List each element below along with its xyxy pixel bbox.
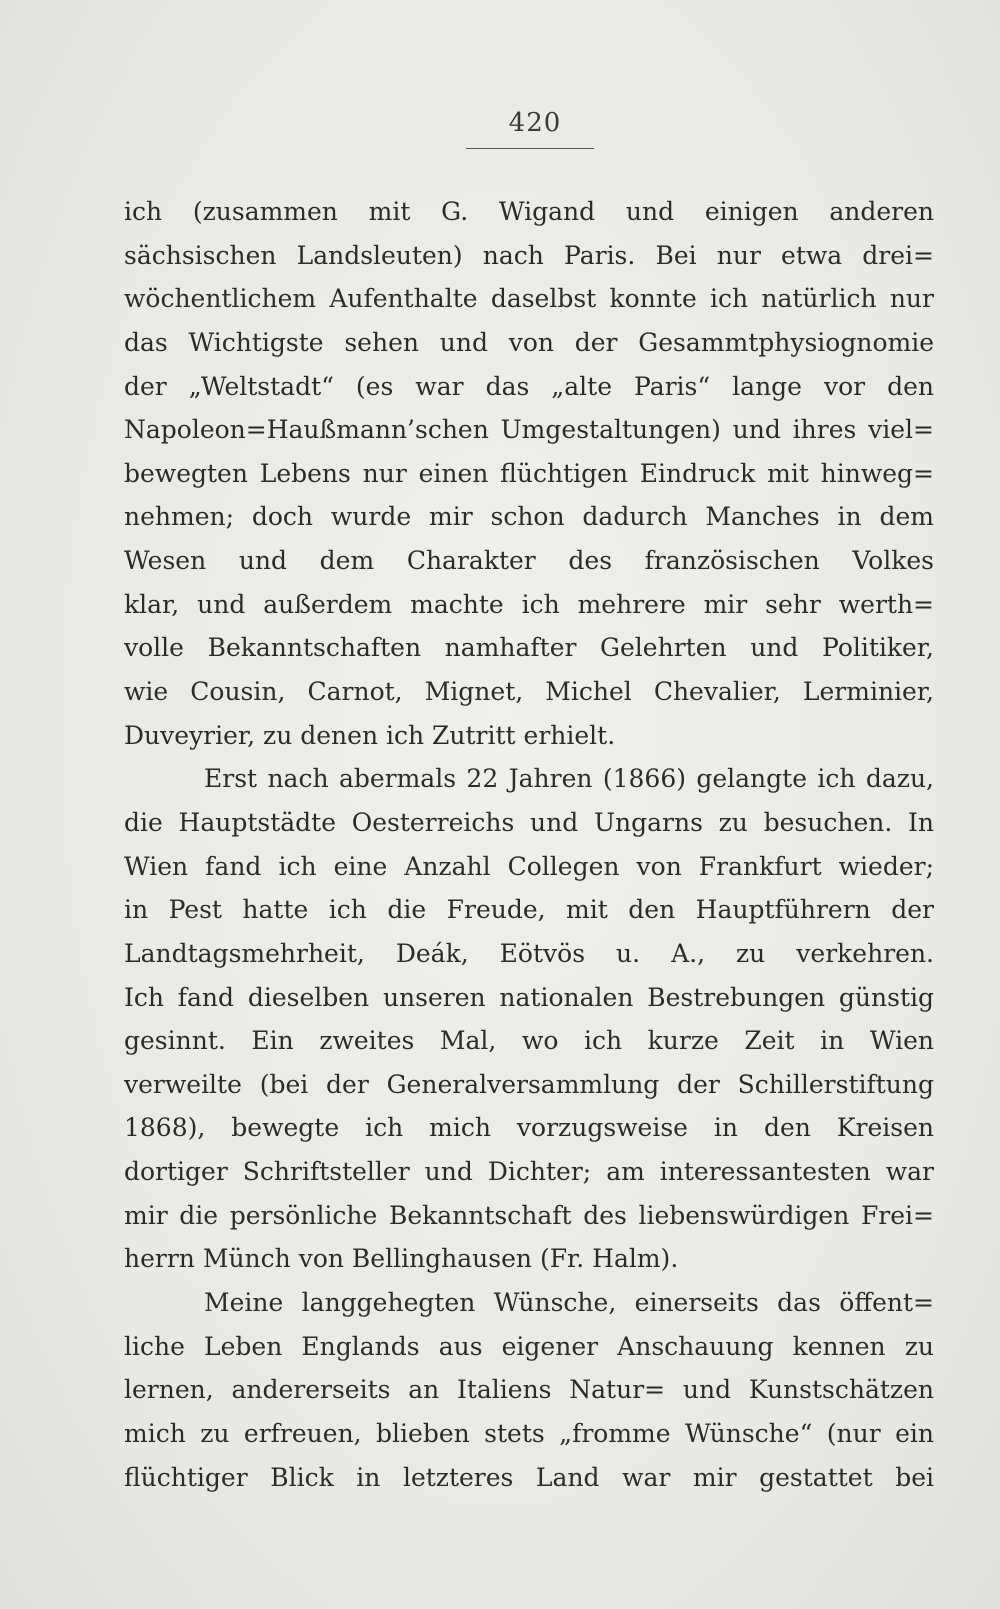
- paragraph: [124, 1281, 934, 1499]
- text-line: Ich fand dieselben unseren nationalen Bestrebungen günstig: [124, 982, 934, 1012]
- text-line: gesinnt. Ein zweites Mal, wo ich kurze Zeit in Wien: [124, 1026, 934, 1056]
- text-line: bewegten Lebens nur einen flüchtigen Eindruck mit hinweg=: [124, 458, 934, 488]
- page-number: 420: [508, 108, 562, 138]
- text-line: Wesen und dem Charakter des französischen Volkes: [124, 546, 934, 576]
- text-line: ich (zusammen mit G. Wigand und einigen anderen: [124, 197, 934, 226]
- text-line: die Hauptstädte Oesterreichs und Ungarns zu besuchen. In: [124, 807, 934, 837]
- text-line: in Pest hatte ich die Freude, mit den Hauptführern der: [124, 895, 934, 925]
- text-line: Meine langgehegten Wünsche, einerseits das öffent=: [204, 1288, 934, 1318]
- text-line: Landtagsmehrheit, Deák, Eötvös u. A., zu verkehren.: [124, 938, 934, 968]
- text-line: Erst nach abermals 22 Jahren (1866) gelangte ich dazu,: [204, 764, 934, 794]
- text-line: verweilte (bei der Generalversammlung der Schillerstiftung: [124, 1069, 934, 1099]
- text-line: liche Leben Englands aus eigener Anschauung kennen zu: [124, 1331, 934, 1361]
- text-line: herrn Münch von Bellinghausen (Fr. Halm).: [124, 1244, 679, 1274]
- text-line: volle Bekanntschaften namhafter Gelehrten und Politiker,: [124, 633, 934, 663]
- body-text: [124, 190, 934, 1499]
- text-line: wie Cousin, Carnot, Mignet, Michel Chevalier, Lerminier,: [124, 677, 934, 707]
- paragraph: [124, 190, 934, 757]
- text-line: nehmen; doch wurde mir schon dadurch Manches in dem: [124, 502, 934, 532]
- text-line: mir die persönliche Bekanntschaft des liebenswürdigen Frei=: [124, 1200, 934, 1230]
- text-line: flüchtiger Blick in letzteres Land war mir gestattet bei: [124, 1462, 934, 1492]
- text-line: Napoleon=Haußmann’schen Umgestaltungen) und ihres viel=: [124, 415, 934, 445]
- text-line: sächsischen Landsleuten) nach Paris. Bei nur etwa drei=: [124, 240, 934, 270]
- page-number-rule: [466, 148, 594, 149]
- text-line: dortiger Schriftsteller und Dichter; am interessantesten war: [124, 1157, 934, 1187]
- text-line: klar, und außerdem machte ich mehrere mir sehr werth=: [124, 589, 934, 619]
- text-line: mich zu erfreuen, blieben stets „fromme Wünsche“ (nur ein: [124, 1418, 934, 1448]
- text-line: der „Weltstadt“ (es war das „alte Paris“ lange vor den: [124, 371, 934, 401]
- text-line: Wien fand ich eine Anzahl Collegen von Frankfurt wieder;: [124, 851, 934, 881]
- text-line: das Wichtigste sehen und von der Gesammtphysiognomie: [124, 327, 934, 357]
- text-line: Duveyrier, zu denen ich Zutritt erhielt.: [124, 720, 616, 750]
- text-line: lernen, andererseits an Italiens Natur= und Kunstschätzen: [124, 1375, 934, 1405]
- text-line: 1868), bewegte ich mich vorzugsweise in den Kreisen: [124, 1113, 934, 1143]
- paragraph: [124, 757, 934, 1281]
- text-line: wöchentlichem Aufenthalte daselbst konnte ich natürlich nur: [124, 284, 934, 314]
